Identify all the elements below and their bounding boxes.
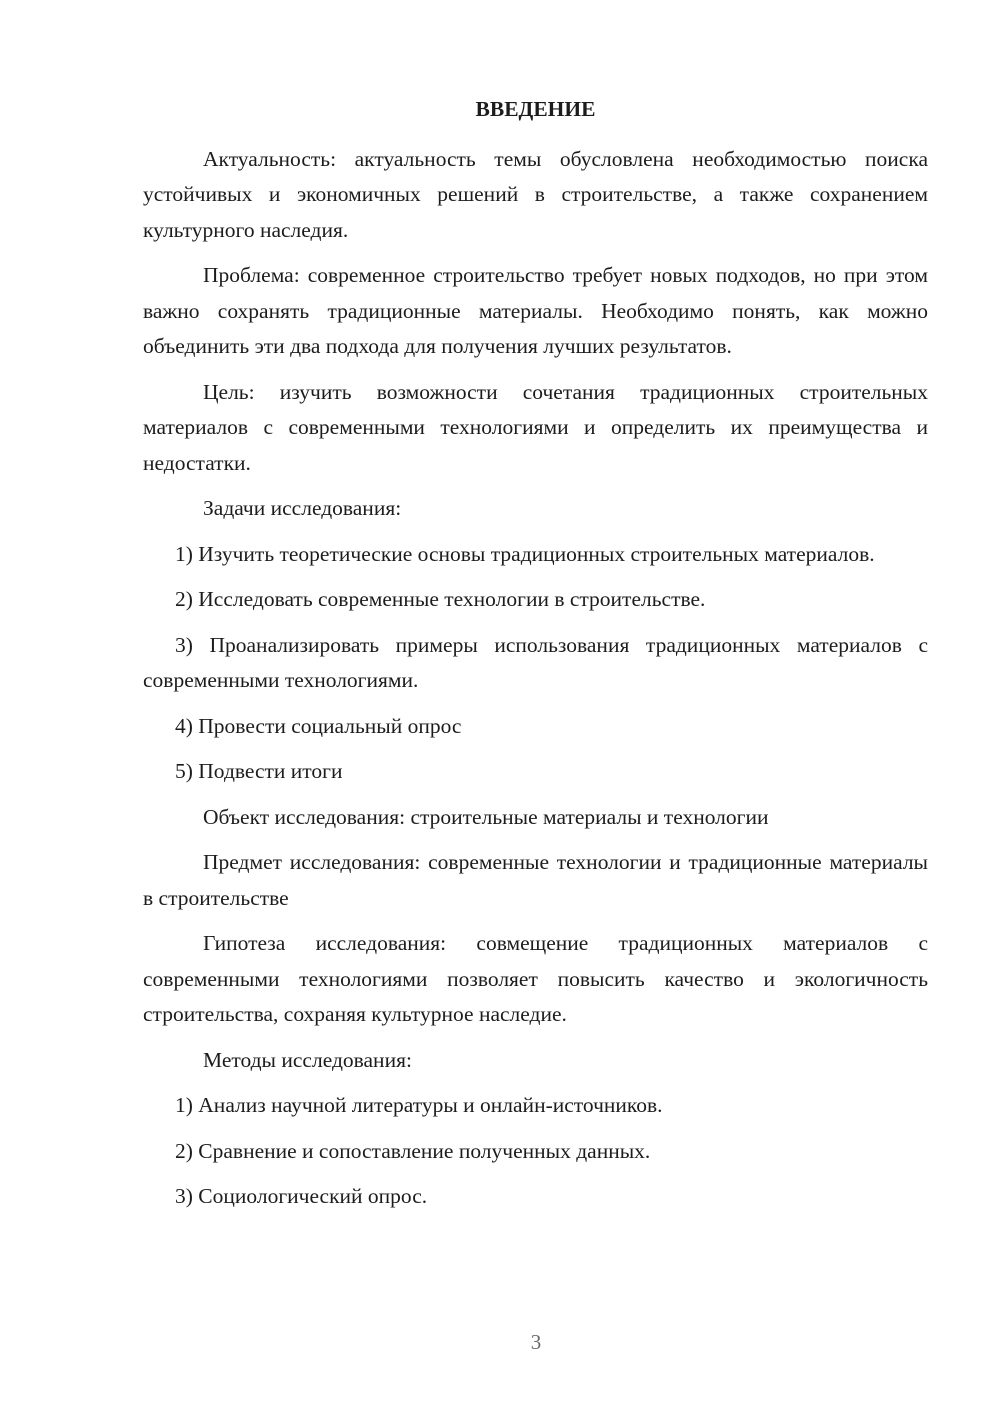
method-item-3: 3) Социологический опрос. [175, 1184, 428, 1208]
relevance-paragraph: Актуальность: актуальность темы обусловлена необходимостью поиска устойчивых и экономичных решений в строительстве, а также сохранением культурного наследия. [143, 146, 928, 242]
method-item-2: 2) Сравнение и сопоставление полученных данных. [175, 1138, 651, 1163]
document-page [143, 92, 928, 1225]
methods-heading: Методы исследования: [203, 1047, 412, 1072]
page-number: 3 [530, 1330, 542, 1354]
research-subject-paragraph: Предмет исследования: современные технологии и традиционные материалы в строительстве [143, 850, 928, 910]
task-item-2: 2) Исследовать современные технологии в строительстве. [175, 587, 706, 611]
task-item-3: 3) Проанализировать примеры использования традиционных материалов с современными технологиями. [143, 632, 928, 692]
problem-paragraph: Проблема: современное строительство требует новых подходов, но при этом важно сохранять традиционные материалы. Необходимо понять, как можно объединить эти два подхода для получения лучших результатов. [143, 263, 928, 358]
research-object-paragraph: Объект исследования: строительные материалы и технологии [203, 804, 769, 829]
page-title: ВВЕДЕНИЕ [475, 97, 596, 121]
task-item-4: 4) Провести социальный опрос [175, 713, 462, 738]
method-item-1: 1) Анализ научной литературы и онлайн-источников. [175, 1093, 663, 1117]
tasks-heading: Задачи исследования: [203, 496, 402, 520]
task-item-1: 1) Изучить теоретические основы традиционных строительных материалов. [175, 541, 875, 566]
task-item-5: 5) Подвести итоги [175, 759, 343, 783]
goal-paragraph: Цель: изучить возможности сочетания традиционных строительных материалов с современными технологиями и определить их преимущества и недостатки. [143, 379, 928, 475]
hypothesis-paragraph: Гипотеза исследования: совмещение традиционных материалов с современными технологиями позволяет повысить качество и экологичность строительства, сохраняя культурное наследие. [143, 931, 928, 1026]
